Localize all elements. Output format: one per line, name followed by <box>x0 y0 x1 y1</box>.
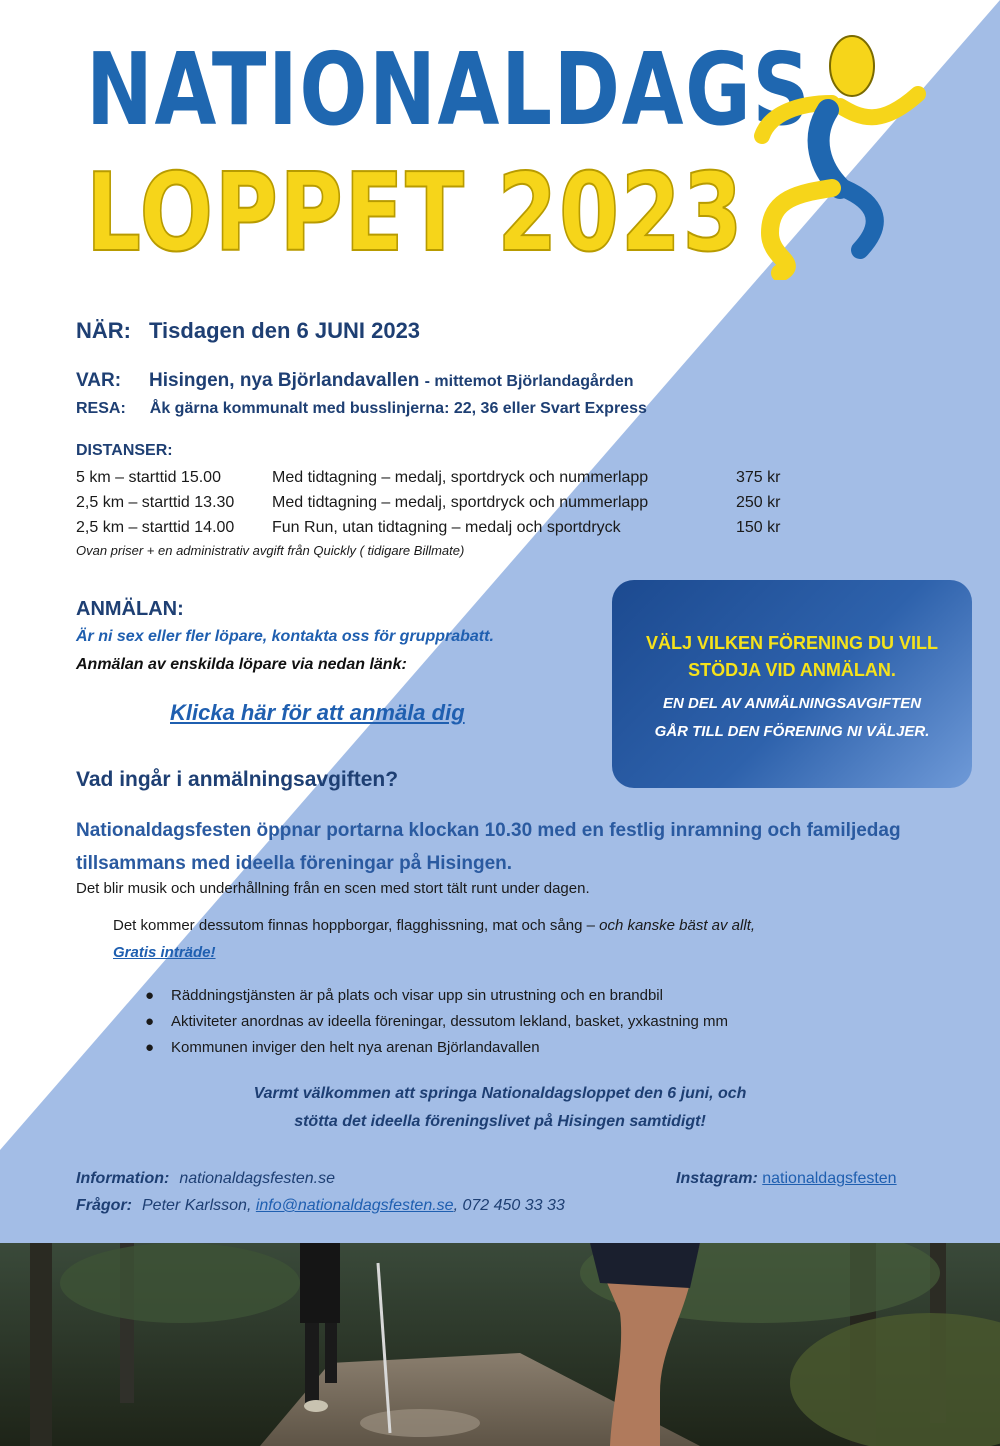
welcome-line-1: Varmt välkommen att springa Nationaldagsloppet den 6 juni, och <box>253 1085 747 1102</box>
distances-heading: DISTANSER: <box>76 442 173 459</box>
when-value: Tisdagen den 6 JUNI 2023 <box>149 318 421 343</box>
bullet-item <box>145 987 663 1004</box>
distance-row-2-distance: 2,5 km – starttid 13.30 <box>76 494 235 511</box>
bullet-item <box>145 1013 728 1030</box>
distance-row-3-desc: Fun Run, utan tidtagning – medalj och sportdryck <box>272 519 621 536</box>
extra-text <box>113 917 755 934</box>
where-suffix: - mittemot Björlandagården <box>424 373 634 390</box>
single-signup-text: Anmälan av enskilda löpare via nedan länk: <box>76 656 407 673</box>
travel-line <box>76 400 647 418</box>
bullet-text: Kommunen inviger den helt nya arenan Björlandavallen <box>171 1039 540 1056</box>
distance-row-1-price: 375 kr <box>736 469 781 486</box>
signup-link[interactable]: Klicka här för att anmäla dig <box>170 700 465 725</box>
info-line <box>76 1170 335 1188</box>
welcome-line-2: stötta det ideella föreningslivet på Hisingen samtidigt! <box>294 1113 706 1130</box>
bullet-text: Räddningstjänsten är på plats och visar upp sin utrustning och en brandbil <box>171 987 663 1004</box>
support-box-line-3: EN DEL AV ANMÄLNINGSAVGIFTEN <box>662 695 922 712</box>
support-box-line-2: STÖDJA VID ANMÄLAN. <box>688 660 896 680</box>
signup-heading: ANMÄLAN: <box>76 598 184 620</box>
bullet-icon: ● <box>145 1013 155 1030</box>
runner-logo-icon <box>740 18 930 280</box>
free-entry-link[interactable]: Gratis inträde! <box>113 944 216 961</box>
support-box-line-4: GÅR TILL DEN FÖRENING NI VÄLJER. <box>654 723 930 740</box>
info-value: nationaldagsfesten.se <box>179 1170 335 1187</box>
bullet-text: Aktiviteter anordnas av ideella föreningar, dessutom lekland, basket, yxkastning mm <box>171 1013 728 1030</box>
instagram-line <box>676 1170 897 1188</box>
info-label: Information: <box>76 1170 170 1187</box>
extra-text-italic: och kanske bäst av allt, <box>599 917 756 934</box>
support-box-line-1: VÄLJ VILKEN FÖRENING DU VILL <box>645 633 939 653</box>
where-line <box>76 370 634 392</box>
title-line-2: LOPPET 2023 <box>86 151 745 276</box>
support-club-box <box>612 580 972 788</box>
title-line-1: NATIONALDAGS <box>86 31 812 148</box>
where-label: VAR: <box>76 370 122 391</box>
trail-running-photo <box>0 1243 1000 1446</box>
questions-line <box>76 1197 565 1215</box>
bullet-icon: ● <box>145 1039 155 1056</box>
group-discount-text: Är ni sex eller fler löpare, kontakta oss för grupprabatt. <box>76 628 494 645</box>
email-link[interactable]: info@nationaldagsfesten.se <box>255 1197 454 1214</box>
distance-row-3-distance: 2,5 km – starttid 14.00 <box>76 519 235 536</box>
distance-row-2-desc: Med tidtagning – medalj, sportdryck och nummerlapp <box>272 494 649 511</box>
when-line <box>76 318 420 344</box>
instagram-label: Instagram: <box>676 1170 758 1187</box>
price-note: Ovan priser + en administrativ avgift från Quickly ( tidigare Billmate) <box>76 543 465 558</box>
where-value: Hisingen, nya Björlandavallen <box>149 370 420 391</box>
music-text: Det blir musik och underhållning från en scen med stort tält runt under dagen. <box>76 880 590 897</box>
festival-text: Nationaldagsfesten öppnar portarna klockan 10.30 med en festlig inramning och familjedag tillsammans med ideella föreningar på Hisingen. <box>76 820 901 874</box>
distance-row-1-distance: 5 km – starttid 15.00 <box>76 469 221 486</box>
instagram-link[interactable]: nationaldagsfesten <box>762 1170 897 1187</box>
distance-row-3-price: 150 kr <box>736 519 781 536</box>
bullet-item <box>145 1039 540 1056</box>
questions-name: Peter Karlsson, <box>142 1197 252 1214</box>
distance-row-1-desc: Med tidtagning – medalj, sportdryck och nummerlapp <box>272 469 649 486</box>
distance-row-2-price: 250 kr <box>736 494 781 511</box>
travel-value: Åk gärna kommunalt med busslinjerna: 22, 36 eller Svart Express <box>149 400 647 417</box>
bullet-icon: ● <box>145 987 155 1004</box>
extra-text-plain: Det kommer dessutom finnas hoppborgar, flagghissning, mat och sång – <box>113 917 595 934</box>
included-heading: Vad ingår i anmälningsavgiften? <box>76 768 399 791</box>
travel-label: RESA: <box>76 400 126 417</box>
questions-label: Frågor: <box>76 1197 132 1214</box>
phone-number: , 072 450 33 33 <box>453 1197 565 1214</box>
when-label: NÄR: <box>76 318 131 343</box>
